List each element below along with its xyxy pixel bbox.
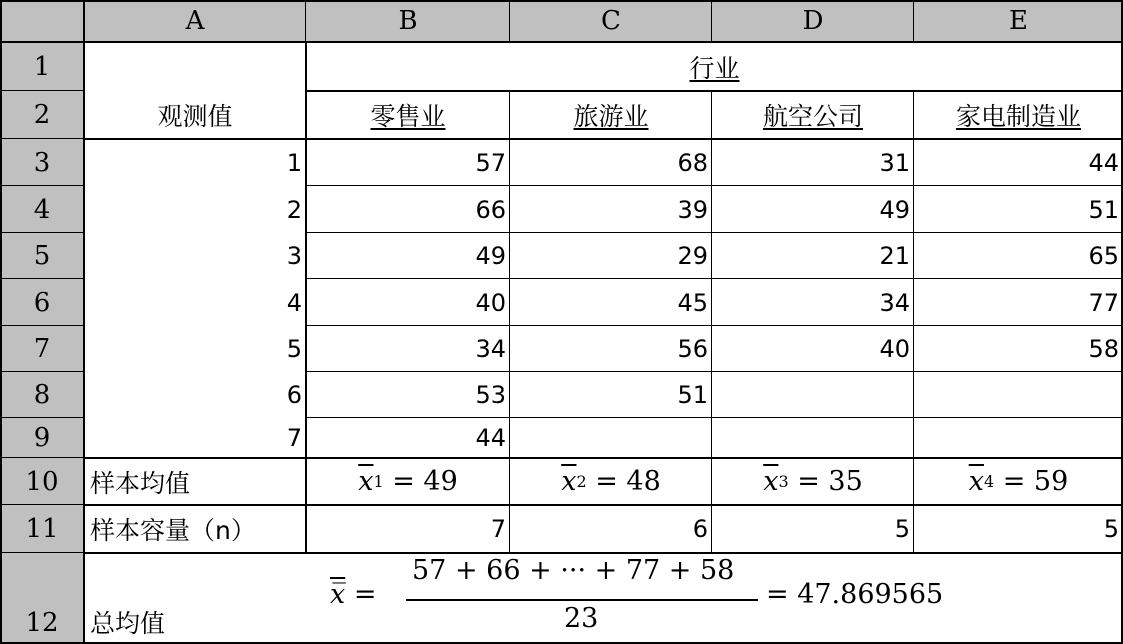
- industry-header-retail[interactable]: 零售业: [370, 102, 446, 131]
- row-header-10[interactable]: 10: [0, 458, 84, 505]
- grid-line: [0, 90, 84, 91]
- grid-line: [711, 91, 712, 553]
- grand-mean-result: = 47.869565: [766, 579, 944, 610]
- column-header-a[interactable]: A: [84, 0, 306, 42]
- data-cell[interactable]: 57: [475, 148, 506, 177]
- sample-mean-2[interactable]: $\overline{x}$ 2 = 48: [561, 466, 661, 497]
- row-header-3[interactable]: 3: [0, 139, 84, 186]
- data-cell[interactable]: 49: [475, 242, 506, 270]
- sample-size-cell[interactable]: 5: [1103, 515, 1119, 543]
- grid-line: [0, 278, 84, 279]
- grid-line: [0, 371, 84, 372]
- grid-line: [0, 0, 1123, 2]
- column-header-b[interactable]: B: [306, 0, 510, 42]
- column-header-d[interactable]: D: [712, 0, 914, 42]
- row-header-6[interactable]: 6: [0, 279, 84, 326]
- column-header-e[interactable]: E: [914, 0, 1123, 42]
- data-cell[interactable]: 66: [475, 195, 506, 224]
- grand-mean-symbol: x̅ =: [330, 579, 377, 610]
- industry-header-airline[interactable]: 航空公司: [762, 102, 863, 131]
- mean-value: 48: [626, 466, 661, 497]
- grid-line: [0, 417, 84, 418]
- data-cell[interactable]: 65: [1088, 242, 1119, 270]
- sample-mean-4[interactable]: $\overline{x}$ 4 = 59: [968, 466, 1069, 497]
- mean-value: 59: [1033, 466, 1069, 497]
- column-header-c[interactable]: C: [510, 0, 712, 42]
- mean-subscript: 2: [576, 472, 587, 491]
- data-cell[interactable]: [712, 372, 914, 418]
- industry-header-tourism[interactable]: 旅游业: [573, 102, 649, 131]
- grid-line: [83, 0, 85, 644]
- row-header-7[interactable]: 7: [0, 326, 84, 372]
- xbar-symbol: $\overline{x}$: [358, 466, 374, 497]
- grid-line: [913, 91, 914, 553]
- grid-line: [0, 325, 84, 326]
- select-all-corner[interactable]: [0, 0, 84, 42]
- grid-line: [84, 552, 1123, 554]
- data-cell[interactable]: 21: [879, 242, 910, 270]
- industry-group-header[interactable]: 行业: [689, 53, 740, 83]
- mean-value: 49: [423, 466, 458, 497]
- data-cell[interactable]: 44: [1088, 148, 1119, 177]
- row-header-5[interactable]: 5: [0, 233, 84, 279]
- data-cell[interactable]: 44: [475, 424, 506, 452]
- xbar-symbol: $\overline{x}$: [561, 466, 577, 497]
- data-cell[interactable]: 51: [1088, 195, 1119, 224]
- data-cell[interactable]: [914, 372, 1123, 418]
- data-cell[interactable]: 77: [1088, 288, 1119, 317]
- data-cell[interactable]: [510, 418, 712, 458]
- grand-mean-label[interactable]: 总均值: [90, 609, 166, 638]
- grid-line: [306, 417, 1123, 418]
- xbar-symbol: $\overline{x}$: [763, 466, 779, 497]
- grid-line: [306, 371, 1123, 372]
- row-header-11[interactable]: 11: [0, 505, 84, 553]
- obs-cell[interactable]: 1: [286, 148, 302, 177]
- grand-mean-denominator: 23: [564, 603, 599, 634]
- data-cell[interactable]: 56: [677, 335, 708, 363]
- grid-line: [0, 457, 84, 458]
- sample-size-label[interactable]: 样本容量（n）: [90, 516, 256, 545]
- grid-line: [509, 91, 510, 553]
- data-cell[interactable]: 40: [475, 288, 506, 317]
- grand-mean-formula[interactable]: [306, 553, 1123, 644]
- data-cell[interactable]: 34: [475, 335, 506, 363]
- observation-header[interactable]: 观测值: [157, 102, 233, 131]
- data-cell[interactable]: 51: [677, 381, 708, 409]
- obs-cell[interactable]: 3: [286, 242, 302, 270]
- row-header-1[interactable]: 1: [0, 42, 84, 91]
- grid-line: [306, 325, 1123, 326]
- obs-cell[interactable]: 6: [286, 381, 302, 409]
- data-cell[interactable]: 34: [879, 288, 910, 317]
- grid-line: [306, 185, 1123, 186]
- data-cell[interactable]: 45: [677, 288, 708, 317]
- sample-size-cell[interactable]: 7: [490, 515, 506, 543]
- row-header-2[interactable]: 2: [0, 91, 84, 139]
- mean-subscript: 4: [983, 472, 995, 491]
- sample-size-cell[interactable]: 6: [692, 515, 708, 543]
- data-cell[interactable]: 58: [1088, 335, 1119, 363]
- grid-line: [0, 232, 84, 233]
- grid-line: [84, 504, 1123, 506]
- data-cell[interactable]: 49: [879, 195, 910, 224]
- grid-line: [0, 552, 84, 553]
- grid-line: [84, 138, 1123, 140]
- grid-line: [0, 41, 1123, 43]
- obs-cell[interactable]: 7: [286, 424, 302, 452]
- sample-size-cell[interactable]: 5: [894, 515, 910, 543]
- grid-line: [711, 0, 712, 42]
- data-cell[interactable]: 53: [475, 381, 506, 409]
- grid-line: [306, 232, 1123, 233]
- grid-line: [0, 185, 84, 186]
- grid-line: [305, 42, 307, 553]
- grid-line: [913, 0, 914, 42]
- obs-cell[interactable]: 5: [286, 335, 302, 363]
- data-cell[interactable]: 40: [879, 335, 910, 363]
- grid-line: [0, 504, 84, 505]
- industry-header-appliance[interactable]: 家电制造业: [955, 102, 1081, 131]
- data-cell[interactable]: 68: [677, 148, 708, 177]
- data-cell[interactable]: 29: [677, 242, 708, 270]
- row-header-9[interactable]: 9: [0, 418, 84, 458]
- grand-mean-numerator: 57 + 66 + ··· + 77 + 58: [412, 555, 735, 586]
- row-header-8[interactable]: 8: [0, 372, 84, 418]
- mean-value: 35: [828, 466, 863, 497]
- row-header-12[interactable]: 12: [0, 553, 84, 644]
- data-cell[interactable]: [914, 418, 1123, 458]
- mean-subscript: 3: [778, 472, 789, 491]
- grid-line: [0, 0, 2, 644]
- grid-line: [0, 138, 84, 139]
- data-cell[interactable]: [712, 418, 914, 458]
- obs-cell[interactable]: 4: [286, 288, 302, 317]
- grid-line: [306, 90, 1123, 92]
- mean-subscript: 1: [373, 472, 384, 491]
- data-cell[interactable]: 39: [677, 195, 708, 224]
- row-header-4[interactable]: 4: [0, 186, 84, 233]
- sample-mean-3[interactable]: $\overline{x}$ 3 = 35: [763, 466, 863, 497]
- grid-line: [509, 0, 510, 42]
- fraction-bar: [406, 599, 758, 601]
- obs-cell[interactable]: 2: [286, 195, 302, 224]
- sample-mean-label[interactable]: 样本均值: [90, 468, 191, 498]
- sample-mean-1[interactable]: $\overline{x}$ 1 = 49: [358, 466, 458, 497]
- grid-line: [84, 457, 1123, 459]
- grid-line: [305, 0, 306, 42]
- grid-line: [306, 278, 1123, 279]
- xbar-symbol: $\overline{x}$: [968, 466, 984, 497]
- data-cell[interactable]: 31: [879, 148, 910, 177]
